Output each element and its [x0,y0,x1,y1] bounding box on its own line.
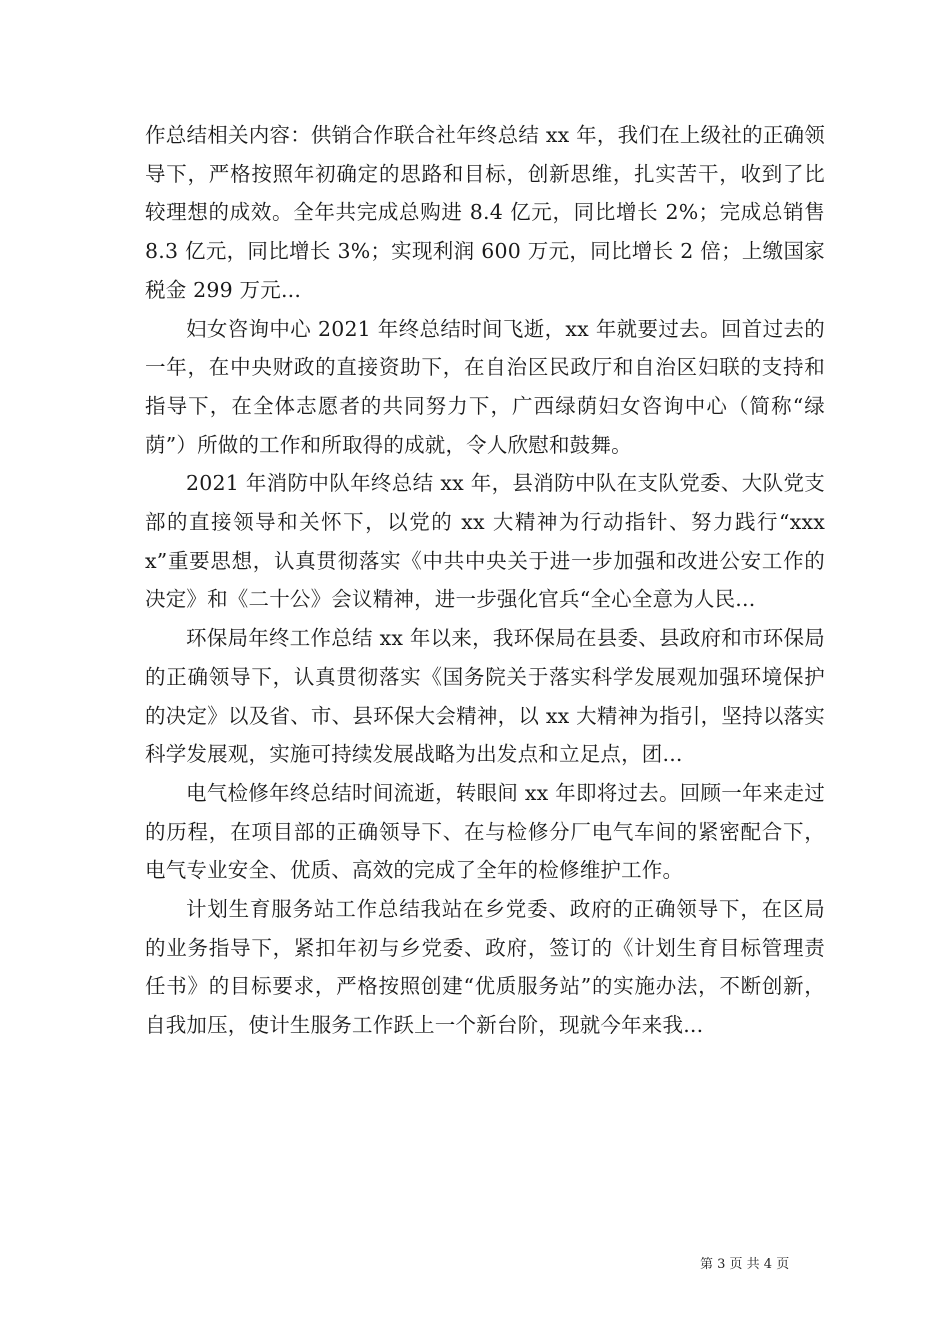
paragraph-environmental-bureau: 环保局年终工作总结 xx 年以来，我环保局在县委、县政府和市环保局的正确领导下，认真贯彻落实《国务院关于落实科学发展观加强环境保护的决定》以及省、市、县环保大会精神，以 xx 大精神为指引，坚持以落实科学发展观，实施可持续发展战略为出发点和立足点，团... [145,626,825,767]
document-body [145,116,825,1045]
paragraph-fire-brigade: 2021 年消防中队年终总结 xx 年，县消防中队在支队党委、大队党支部的直接领导和关怀下，以党的 xx 大精神为行动指针、努力践行“xxxx”重要思想，认真贯彻落实《中共中央关于进一步加强和改进公安工作的决定》和《二十公》会议精神，进一步强化官兵“全心全意为人民... [145,471,825,612]
page-number-footer: 第 3 页 共 4 页 [700,1257,790,1272]
paragraph-family-planning-station: 计划生育服务站工作总结我站在乡党委、政府的正确领导下，在区局的业务指导下，紧扣年初与乡党委、政府，签订的《计划生育目标管理责任书》的目标要求，严格按照创建“优质服务站”的实施办法，不断创新，自我加压，使计生服务工作跃上一个新台阶，现就今年来我... [145,897,825,1038]
paragraph-electrical-maintenance: 电气检修年终总结时间流逝，转眼间 xx 年即将过去。回顾一年来走过的历程，在项目部的正确领导下、在与检修分厂电气车间的紧密配合下，电气专业安全、优质、高效的完成了全年的检修维护工作。 [145,780,825,883]
paragraph-women-consulting-center: 妇女咨询中心 2021 年终总结时间飞逝，xx 年就要过去。回首过去的一年，在中央财政的直接资助下，在自治区民政厅和自治区妇联的支持和指导下，在全体志愿者的共同努力下，广西绿荫妇女咨询中心（简称“绿荫”）所做的工作和所取得的成就，令人欣慰和鼓舞。 [145,316,825,457]
paragraph-supply-cooperative: 作总结相关内容：供销合作联合社年终总结 xx 年，我们在上级社的正确领导下，严格按照年初确定的思路和目标，创新思维，扎实苦干，收到了比较理想的成效。全年共完成总购进 8.4 亿元，同比增长 2%；完成总销售 8.3 亿元，同比增长 3%；实现利润 600 万元，同比增长 2 倍；上缴国家税金 299 万元... [145,123,825,302]
